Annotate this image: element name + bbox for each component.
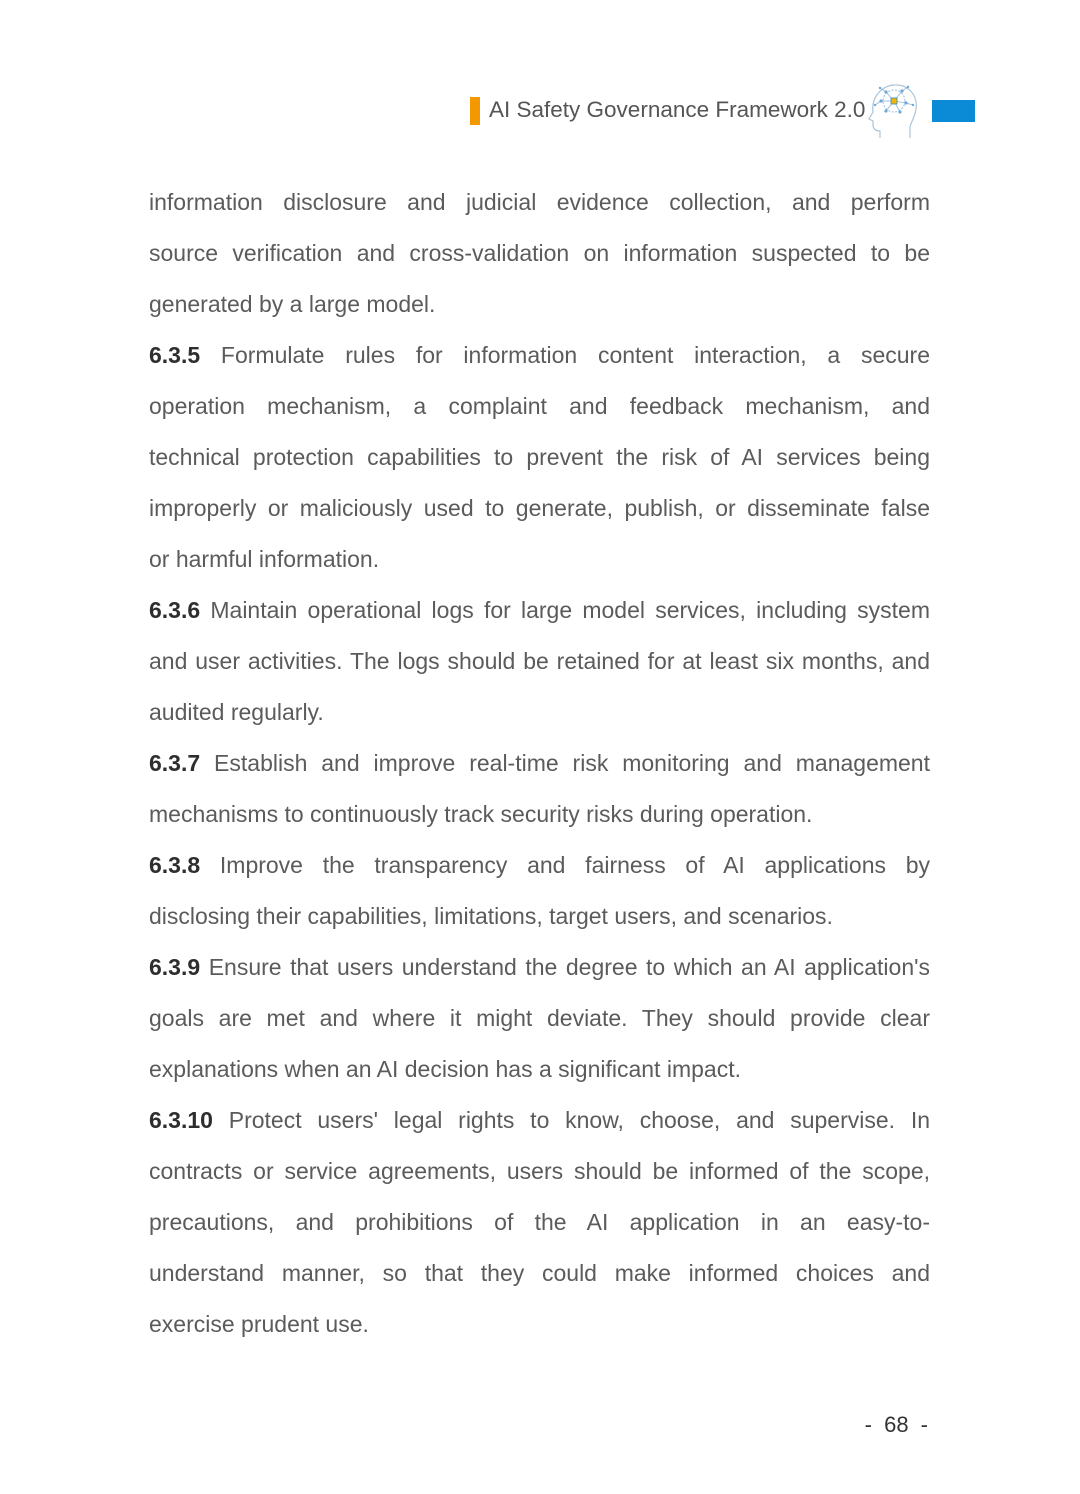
header-title: AI Safety Governance Framework 2.0 bbox=[489, 97, 866, 122]
clause-first-line bbox=[149, 738, 930, 789]
line-text: generated by a large model. bbox=[149, 291, 436, 317]
line-text: understand manner, so that they could make informed choices and bbox=[149, 1260, 930, 1286]
line-text: mechanisms to continuously track security risks during operation. bbox=[149, 801, 813, 827]
text-line bbox=[149, 483, 930, 534]
text-line bbox=[149, 1248, 930, 1299]
text-line bbox=[149, 993, 930, 1044]
clause-first-line bbox=[149, 330, 930, 381]
text-line bbox=[149, 1299, 930, 1350]
header-brand-block bbox=[932, 100, 975, 122]
line-text: exercise prudent use. bbox=[149, 1311, 369, 1337]
line-text: Formulate rules for information content interaction, a secure bbox=[220, 342, 931, 368]
text-line bbox=[149, 432, 930, 483]
clause-number: 6.3.9 bbox=[149, 954, 201, 980]
line-text: precautions, and prohibitions of the AI application in an easy-to- bbox=[149, 1209, 930, 1235]
document-body bbox=[149, 177, 930, 1350]
line-text: Ensure that users understand the degree to which an AI application's bbox=[208, 954, 931, 980]
line-text: and user activities. The logs should be retained for at least six months, and bbox=[149, 648, 930, 674]
text-line bbox=[149, 381, 930, 432]
clause-number: 6.3.6 bbox=[149, 597, 201, 623]
clause-first-line bbox=[149, 1095, 930, 1146]
line-text: audited regularly. bbox=[149, 699, 324, 725]
text-line bbox=[149, 177, 930, 228]
line-text: technical protection capabilities to prevent the risk of AI services being bbox=[149, 444, 930, 470]
header-accent-bar bbox=[470, 97, 480, 125]
clause-first-line bbox=[149, 942, 930, 993]
line-text: information disclosure and judicial evidence collection, and perform bbox=[149, 189, 930, 215]
text-line bbox=[149, 891, 930, 942]
line-text: improperly or maliciously used to generate, publish, or disseminate false bbox=[149, 495, 930, 521]
text-line bbox=[149, 228, 930, 279]
line-text: contracts or service agreements, users should be informed of the scope, bbox=[149, 1158, 930, 1184]
ai-brain-head-icon bbox=[866, 81, 920, 139]
clause-number: 6.3.5 bbox=[149, 342, 201, 368]
text-line bbox=[149, 534, 930, 585]
text-line bbox=[149, 1146, 930, 1197]
line-text: goals are met and where it might deviate. They should provide clear bbox=[149, 1005, 930, 1031]
line-text: or harmful information. bbox=[149, 546, 380, 572]
line-text: Improve the transparency and fairness of AI applications by bbox=[219, 852, 931, 878]
text-line bbox=[149, 1044, 930, 1095]
text-line bbox=[149, 687, 930, 738]
text-line bbox=[149, 789, 930, 840]
clause-first-line bbox=[149, 840, 930, 891]
clause-number: 6.3.10 bbox=[149, 1107, 213, 1133]
text-line bbox=[149, 636, 930, 687]
clause-number: 6.3.8 bbox=[149, 852, 201, 878]
page-number: - 68 - bbox=[864, 1412, 928, 1437]
line-text: source verification and cross-validation on information suspected to be bbox=[149, 240, 930, 266]
line-text: Maintain operational logs for large model services, including system bbox=[210, 597, 931, 623]
text-line bbox=[149, 1197, 930, 1248]
line-text: Establish and improve real-time risk monitoring and management bbox=[214, 750, 930, 776]
line-text: explanations when an AI decision has a significant impact. bbox=[149, 1056, 741, 1082]
line-text: disclosing their capabilities, limitations, target users, and scenarios. bbox=[149, 903, 833, 929]
clause-number: 6.3.7 bbox=[149, 750, 201, 776]
text-line bbox=[149, 279, 930, 330]
clause-first-line bbox=[149, 585, 930, 636]
line-text: operation mechanism, a complaint and feedback mechanism, and bbox=[149, 393, 930, 419]
line-text: Protect users' legal rights to know, choose, and supervise. In bbox=[228, 1107, 930, 1133]
